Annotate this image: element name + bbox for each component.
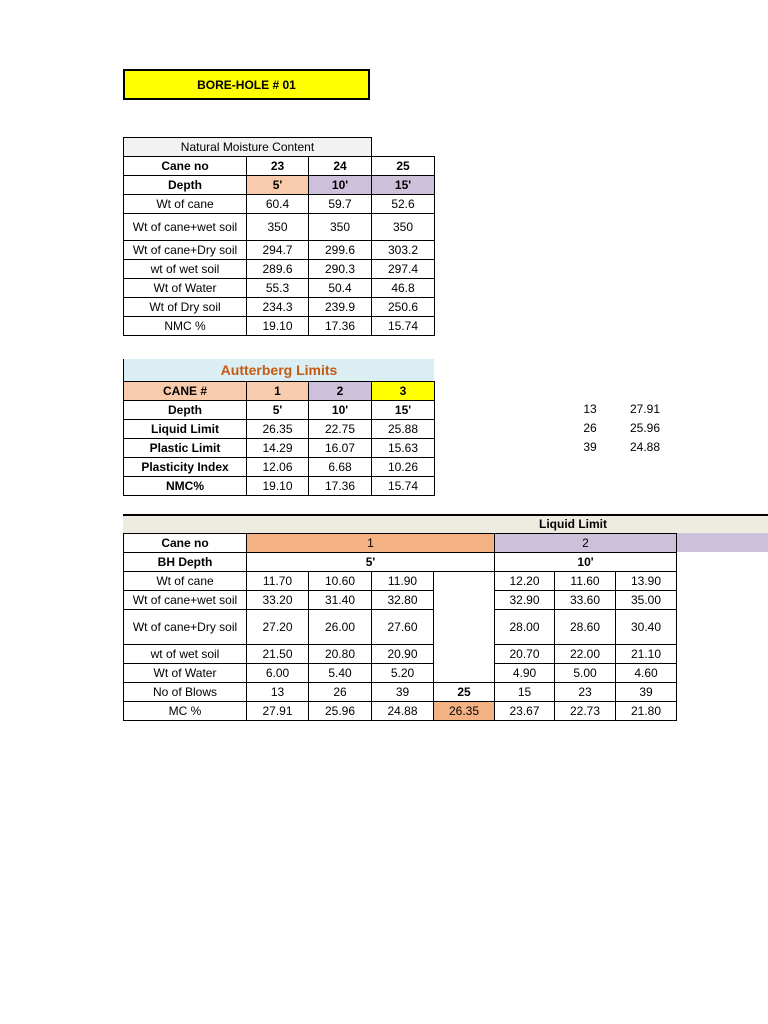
ll-cell: 27.91 (247, 702, 309, 721)
atterberg-depth: 15' (372, 401, 435, 420)
ll-cell: 5.40 (309, 664, 372, 683)
side-row (560, 419, 670, 438)
ll-cell: 20.80 (309, 645, 372, 664)
ll-cell: 33.20 (247, 591, 309, 610)
side-mc: 27.91 (629, 402, 661, 416)
ll-mid-empty (434, 572, 495, 683)
nmc-row-label: wt of wet soil (124, 260, 247, 279)
ll-cane-label: Cane no (124, 534, 247, 553)
atterberg-cell: 17.36 (309, 477, 372, 496)
ll-cell: 21.80 (616, 702, 677, 721)
atterberg-cane: 1 (247, 382, 309, 401)
ll-cell: 24.88 (372, 702, 434, 721)
nmc-cane-label: Cane no (124, 157, 247, 176)
ll-row-label: Wt of cane+Dry soil (124, 610, 247, 645)
nmc-cell: 303.2 (372, 241, 435, 260)
nmc-cell: 290.3 (309, 260, 372, 279)
ll-row-label: MC % (124, 702, 247, 721)
nmc-cell: 60.4 (247, 195, 309, 214)
ll-cell: 21.10 (616, 645, 677, 664)
atterberg-cell: 26.35 (247, 420, 309, 439)
atterberg-row-label: Plastic Limit (124, 439, 247, 458)
ll-cell: 27.20 (247, 610, 309, 645)
ll-cell: 11.90 (372, 572, 434, 591)
nmc-cell: 52.6 (372, 195, 435, 214)
ll-cell: 28.00 (495, 610, 555, 645)
nmc-cell: 59.7 (309, 195, 372, 214)
ll-cell: 6.00 (247, 664, 309, 683)
side-values (560, 400, 670, 456)
ll-cell: 15 (495, 683, 555, 702)
nmc-cell: 350 (247, 214, 309, 241)
atterberg-cane: 2 (309, 382, 372, 401)
ll-cell: 20.70 (495, 645, 555, 664)
nmc-depth: 15' (372, 176, 435, 195)
nmc-cell: 350 (372, 214, 435, 241)
ll-cell: 26 (309, 683, 372, 702)
ll-mid-mc: 26.35 (434, 702, 495, 721)
nmc-row-label: Wt of cane (124, 195, 247, 214)
atterberg-cell: 19.10 (247, 477, 309, 496)
nmc-cell: 234.3 (247, 298, 309, 317)
nmc-cane: 25 (372, 157, 435, 176)
side-blows: 26 (583, 420, 597, 435)
ll-cell: 20.90 (372, 645, 434, 664)
ll-row-label: Wt of Water (124, 664, 247, 683)
ll-cell: 13.90 (616, 572, 677, 591)
nmc-cell: 55.3 (247, 279, 309, 298)
nmc-cell: 289.6 (247, 260, 309, 279)
ll-depth-label: BH Depth (124, 553, 247, 572)
ll-cell: 22.73 (555, 702, 616, 721)
ll-cell: 22.00 (555, 645, 616, 664)
ll-cell: 35.00 (616, 591, 677, 610)
atterberg-depth: 5' (247, 401, 309, 420)
ll-cell: 33.60 (555, 591, 616, 610)
nmc-cell: 299.6 (309, 241, 372, 260)
nmc-table (123, 137, 435, 336)
atterberg-depth: 10' (309, 401, 372, 420)
ll-cell: 12.20 (495, 572, 555, 591)
atterberg-cell: 22.75 (309, 420, 372, 439)
side-mc: 25.96 (629, 420, 661, 435)
ll-cane-1: 1 (247, 534, 495, 553)
ll-row-label: wt of wet soil (124, 645, 247, 664)
atterberg-table (123, 381, 435, 496)
atterberg-cane-label: CANE # (124, 382, 247, 401)
side-mc: 24.88 (629, 439, 661, 454)
ll-cell: 26.00 (309, 610, 372, 645)
ll-cell: 21.50 (247, 645, 309, 664)
atterberg-row-label: Liquid Limit (124, 420, 247, 439)
ll-cell: 10.60 (309, 572, 372, 591)
atterberg-row-label: NMC% (124, 477, 247, 496)
ll-depth-2: 10' (495, 553, 677, 572)
side-blows: 13 (583, 402, 597, 416)
ll-cell: 27.60 (372, 610, 434, 645)
ll-cell: 39 (616, 683, 677, 702)
ll-cell: 31.40 (309, 591, 372, 610)
nmc-depth: 5' (247, 176, 309, 195)
ll-heading: Liquid Limit (539, 517, 607, 531)
atterberg-cell: 25.88 (372, 420, 435, 439)
ll-cell: 25.96 (309, 702, 372, 721)
nmc-cell: 15.74 (372, 317, 435, 336)
borehole-title: BORE-HOLE # 01 (123, 69, 370, 100)
ll-heading-band (123, 514, 768, 533)
nmc-row-label: Wt of Dry soil (124, 298, 247, 317)
nmc-cane: 24 (309, 157, 372, 176)
ll-depth-1: 5' (247, 553, 495, 572)
ll-cell: 11.70 (247, 572, 309, 591)
ll-cell: 39 (372, 683, 434, 702)
ll-cell: 5.20 (372, 664, 434, 683)
nmc-cell: 17.36 (309, 317, 372, 336)
ll-cell: 13 (247, 683, 309, 702)
nmc-cell: 46.8 (372, 279, 435, 298)
side-row (560, 400, 670, 419)
ll-cell: 23 (555, 683, 616, 702)
nmc-cell: 19.10 (247, 317, 309, 336)
atterberg-cell: 14.29 (247, 439, 309, 458)
nmc-cell: 294.7 (247, 241, 309, 260)
ll-cane-2: 2 (495, 534, 677, 553)
ll-cell: 5.00 (555, 664, 616, 683)
ll-cell: 32.90 (495, 591, 555, 610)
nmc-heading: Natural Moisture Content (124, 138, 372, 157)
nmc-row-label: Wt of cane+Dry soil (124, 241, 247, 260)
nmc-cell: 350 (309, 214, 372, 241)
nmc-row-label: Wt of cane+wet soil (124, 214, 247, 241)
atterberg-cell: 10.26 (372, 458, 435, 477)
ll-row-label: Wt of cane+wet soil (124, 591, 247, 610)
nmc-cell: 250.6 (372, 298, 435, 317)
ll-cell: 23.67 (495, 702, 555, 721)
ll-cell: 28.60 (555, 610, 616, 645)
ll-cane2-band (675, 533, 768, 552)
atterberg-cane: 3 (372, 382, 435, 401)
ll-cell: 11.60 (555, 572, 616, 591)
ll-cell: 30.40 (616, 610, 677, 645)
ll-cell: 4.90 (495, 664, 555, 683)
ll-row-label: Wt of cane (124, 572, 247, 591)
atterberg-heading (123, 359, 434, 381)
atterberg-cell: 16.07 (309, 439, 372, 458)
nmc-cell: 50.4 (309, 279, 372, 298)
nmc-cane: 23 (247, 157, 309, 176)
nmc-cell: 239.9 (309, 298, 372, 317)
atterberg-cell: 6.68 (309, 458, 372, 477)
ll-cell: 32.80 (372, 591, 434, 610)
ll-mid-blows: 25 (434, 683, 495, 702)
ll-row-label: No of Blows (124, 683, 247, 702)
atterberg-cell: 12.06 (247, 458, 309, 477)
nmc-depth-label: Depth (124, 176, 247, 195)
atterberg-cell: 15.74 (372, 477, 435, 496)
atterberg-cell: 15.63 (372, 439, 435, 458)
atterberg-depth-label: Depth (124, 401, 247, 420)
nmc-depth: 10' (309, 176, 372, 195)
side-row (560, 438, 670, 457)
nmc-row-label: Wt of Water (124, 279, 247, 298)
side-blows: 39 (583, 439, 597, 454)
ll-cell: 4.60 (616, 664, 677, 683)
ll-table (123, 533, 677, 721)
nmc-row-label: NMC % (124, 317, 247, 336)
atterberg-row-label: Plasticity Index (124, 458, 247, 477)
atterberg-heading-text: Autterberg Limits (220, 362, 338, 378)
nmc-cell: 297.4 (372, 260, 435, 279)
